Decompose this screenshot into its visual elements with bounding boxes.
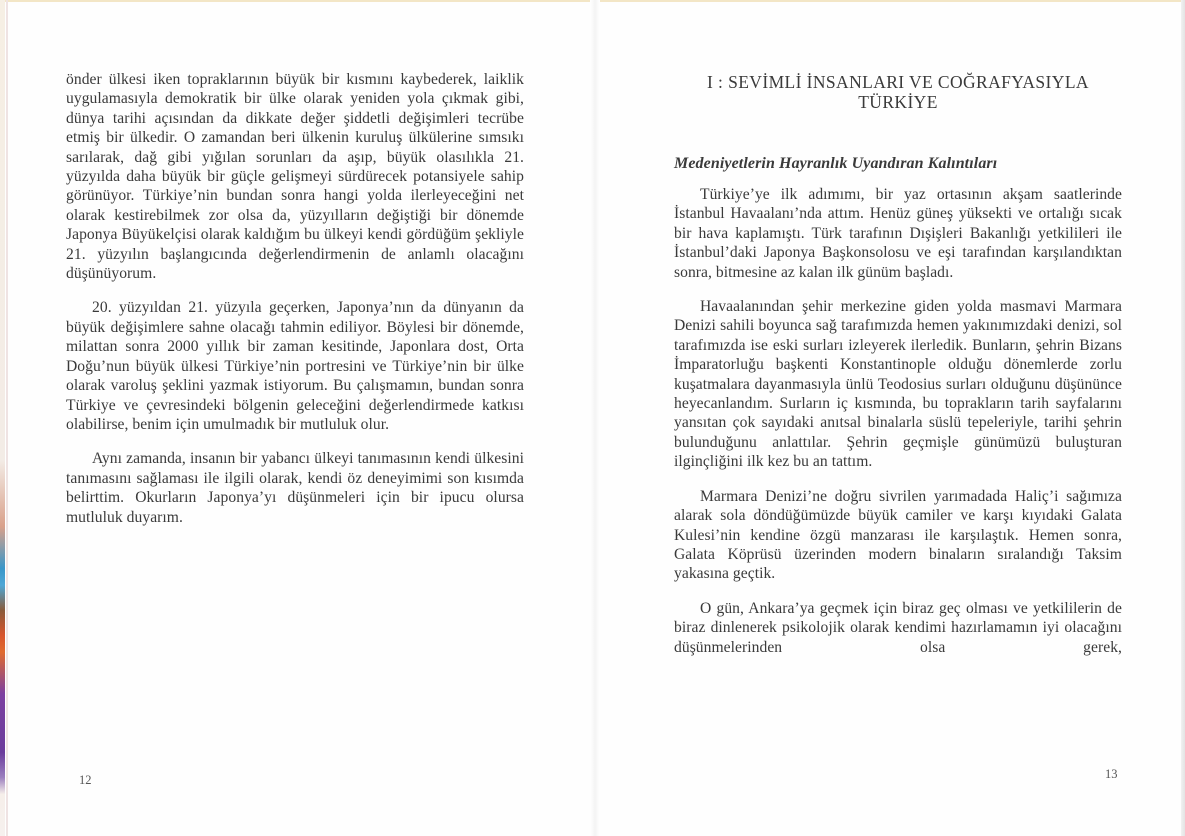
page-number-right: 13 (1105, 767, 1118, 781)
chapter-title (674, 72, 1122, 112)
paragraph: önder ülkesi iken topraklarının büyük bir kısmını kaybederek, laiklik uygulamasıyla demokratik bir ülke olarak yeniden yola çıkmak gibi, dünya tarihi açısından da dikkate değer şiddetli değişimleri tecrübe etmiş bir ülkedir. O zamandan beri ülkenin kuruluş ülkülerine sımsıkı sarılarak, dağ gibi yığılan sorunları da aşıp, büyük olasılıkla 21. yüzyılda daha büyük bir güçle gelişmeyi sürdürecek potansiyele sahip görünüyor. Türkiye’nin bundan sonra hangi yolda ilerleyeceğini net olarak kestirebilmek zor olsa da, yüzyılların değiştiği bir dönemde Japonya Büyükelçisi olarak kaldığım bu ülkeyi kendi gördüğüm şekliyle 21. yüzyılın başlangıcında değerlendirmenin de anlamlı olacağını düşünüyorum. (66, 71, 524, 283)
left-page-body (66, 70, 524, 527)
right-page-edge (1181, 0, 1185, 836)
right-page-body (674, 185, 1122, 657)
paragraph: Aynı zamanda, insanın bir yabancı ülkeyi tanımasının kendi ülkesini tanımasını sağlaması ile ilgili olarak, kendi öz deneyimimi son kısımda belirttim. Okurların Japonya’yı düşünmeleri için bir ipucu olursa mutluluk duyarım. (66, 450, 524, 526)
paragraph: 20. yüzyıldan 21. yüzyıla geçerken, Japonya’nın da dünyanın da büyük değişimlere sahne olacağı tahmin ediliyor. Böylesi bir dönemde, milattan sonra 2000 yıllık bir zaman kesitinde, Japonlara dost, Orta Doğu’nun büyük ülkesi Türkiye’nin portresini ve Türkiye’nin bir ülke olarak varoluş şeklini yazmak istiyorum. Bu çalışmamın, bundan sonra Türkiye ve çevresindeki bölgenin geleceğini değerlendirmede katkısı olabilirse, benim için umulmadık bir mutluluk olur. (66, 299, 524, 433)
cover-edge-strip (0, 0, 5, 836)
paragraph: Marmara Denizi’ne doğru sivrilen yarımadada Haliç’i sağımıza alarak sola döndüğümüzde büyük camiler ve karşı kıyıdaki Galata Kulesi’nin kendine özgü manzarası ile karşılaştık. Hemen sonra, Galata Köprüsü üzerinden modern binaların sıralandığı Taksim yakasına geçtik. (674, 487, 1122, 583)
book-gutter (590, 0, 600, 836)
page-edge-line (6, 0, 8, 836)
chapter-title-line-2: TÜRKİYE (858, 92, 938, 112)
paragraph: Havaalanından şehir merkezine giden yolda masmavi Marmara Denizi sahili boyunca sağ tarafımızda hemen yakınımızdaki denizi, sol tarafımızda ise eski surları izleyerek ilerledik. Bunların, şehrin Bizans İmparatorluğu başkenti Konstantinople olduğu dönemlerde zorlu kuşatmalara dayanmasıyla ünlü Teodosius surları olduğunu düşününce heyecanlandım. Surların iç kısmında, bu toprakların tarih sayfalarını yansıtan çok sayıdaki anıtsal binalarla süslü tepeleriyle, tarihi şehrin bulunduğunu anlattılar. Şehrin geçmişle günümüzü buluşturan ilginçliğini ilk kez bu an tattım. (674, 298, 1122, 471)
chapter-title-line-1: I : SEVİMLİ İNSANLARI VE COĞRAFYASIYLA (707, 72, 1089, 92)
paragraph: O gün, Ankara’ya geçmek için biraz geç olması ve yetkililerin de biraz dinlenerek psikolojik olarak kendimi hazırlamamın iyi olacağını düşünmelerinden olsa gerek, (674, 599, 1122, 656)
paragraph: Türkiye’ye ilk adımımı, bir yaz ortasının akşam saatlerinde İstanbul Havaalanı’nda attım. Henüz güneş yüksekti ve ortalığı sıcak bir hava kaplamıştı. Türk tarafının Dışişleri Bakanlığı yetkilileri ile İstanbul’daki Japonya Başkonsolosu ve eşi tarafından karşılandıktan sonra, bitmesine az kalan ilk günüm başladı. (674, 186, 1122, 281)
section-subheading: Medeniyetlerin Hayranlık Uyandıran Kalıntıları (674, 155, 998, 172)
page-number-left: 12 (79, 773, 92, 787)
